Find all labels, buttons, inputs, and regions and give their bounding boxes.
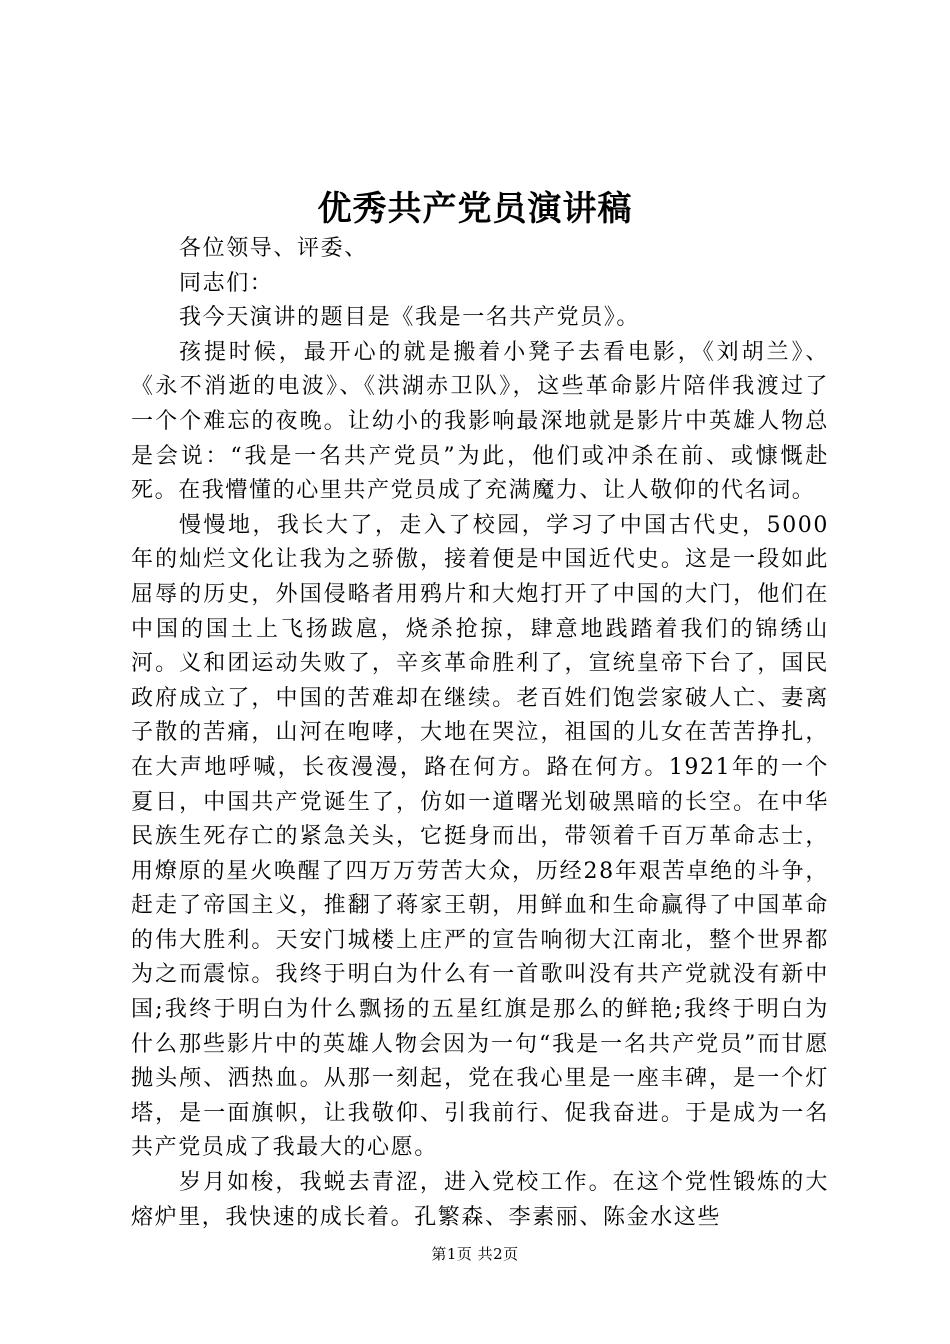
party-school-paragraph: 岁月如梭，我蜕去青涩，进入党校工作。在这个党性锻炼的大熔炉里，我快速的成长着。孔繁森、李素丽、陈金水这些 (131, 1170, 829, 1230)
history-paragraph: 慢慢地，我长大了，走入了校园，学习了中国古代史，5000年的灿烂文化让我为之骄傲，接着便是中国近代史。这是一段如此屈辱的历史，外国侵略者用鸦片和大炮打开了中国的大门，他们在中国的国土上飞扬跋扈，烧杀抢掠，肆意地践踏着我们的锦绣山河。义和团运动失败了，辛亥革命胜利了，宣统皇帝下台了，国民政府成立了，中国的苦难却在继续。老百姓们饱尝家破人亡、妻离子散的苦痛，山河在咆哮，大地在哭泣，祖国的儿女在苦苦挣扎，在大声地呼喊，长夜漫漫，路在何方。路在何方。1921年的一个夏日，中国共产党诞生了，仿如一道曙光划破黑暗的长空。在中华民族生死存亡的紧急关头，它挺身而出，带领着千百万革命志士，用燎原的星火唤醒了四万万劳苦大众，历经28年艰苦卓绝的斗争，赶走了帝国主义，推翻了蒋家王朝，用鲜血和生命赢得了中国革命的伟大胜利。天安门城楼上庄严的宣告响彻大江南北，整个世界都为之而震惊。我终于明白为什么有一首歌叫没有共产党就没有新中国;我终于明白为什么飘扬的五星红旗是那么的鲜艳;我终于明白为什么那些影片中的英雄人物会因为一句“我是一名共产党员”而甘愿抛头颅、洒热血。从那一刻起，党在我心里是一座丰碑，是一个灯塔，是一面旗帜，让我敬仰、引我前行、促我奋进。于是成为一名共产党员成了我最大的心愿。 (131, 512, 829, 1161)
page-title: 优秀共产党员演讲稿 (317, 189, 633, 229)
speech-topic-paragraph: 我今天演讲的题目是《我是一名共产党员》。 (179, 305, 641, 331)
salutation-line-1: 各位领导、评委、 (179, 236, 368, 261)
childhood-paragraph: 孩提时候，最开心的就是搬着小凳子去看电影，《刘胡兰》、《永不消逝的电波》、《洪湖赤卫队》，这些革命影片陪伴我渡过了一个个难忘的夜晚。让幼小的我影响最深地就是影片中英雄人物总是会说：“我是一名共产党员”为此，他们或冲杀在前、或慷慨赴死。在我懵懂的心里共产党员成了充满魔力、让人敬仰的代名词。 (131, 339, 829, 504)
document-body (131, 232, 829, 1235)
salutation-line-2: 同志们： (179, 270, 274, 296)
page-number-footer: 第1页 共2页 (431, 1245, 519, 1263)
